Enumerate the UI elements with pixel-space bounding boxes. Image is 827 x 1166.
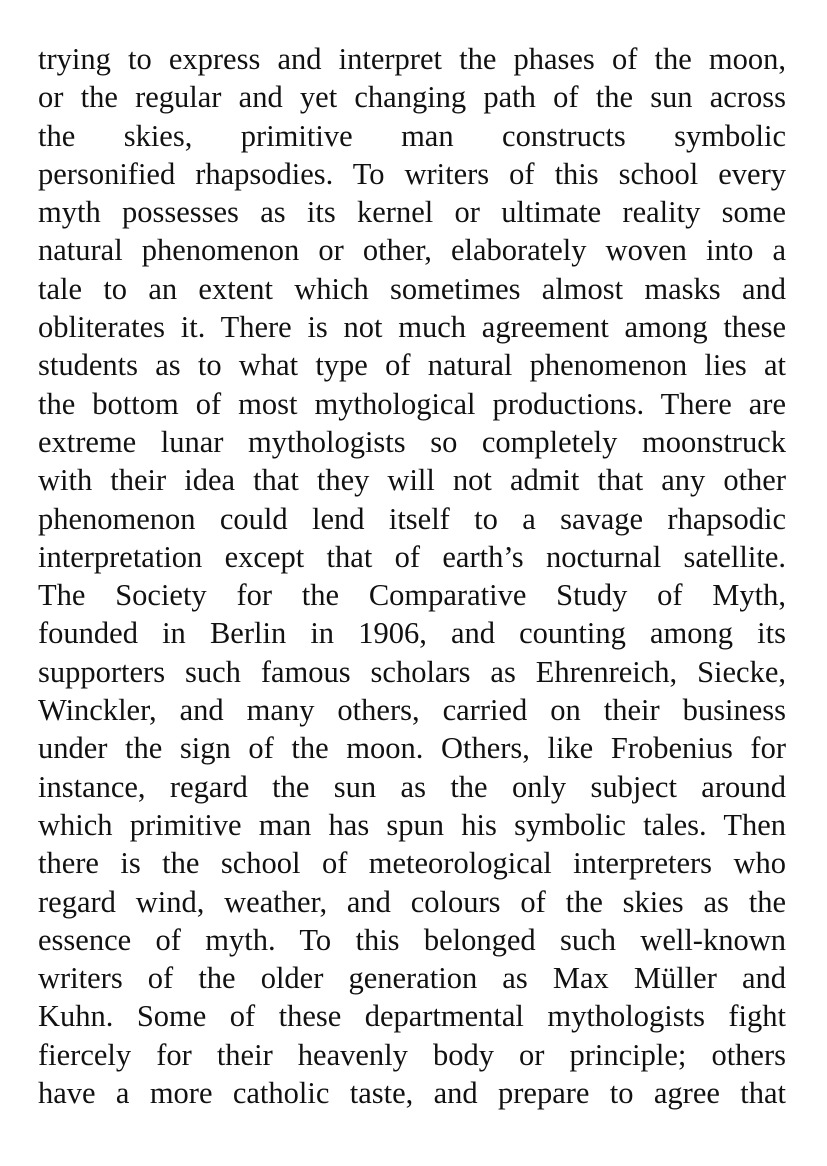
text-line: with their idea that they will not admit that any other [38,463,786,498]
text-line: interpretation except that of earth’s nocturnal satellite. [38,539,786,574]
text-line: regard wind, weather, and colours of the skies as the [38,884,786,919]
text-line: which primitive man has spun his symbolic tales. Then [38,807,786,842]
text-line: or the regular and yet changing path of the sun across [38,80,786,115]
text-line: trying to express and interpret the phases of the moon, [38,42,786,76]
text-line: supporters such famous scholars as Ehrenreich, Siecke, [38,654,786,689]
text-line: phenomenon could lend itself to a savage rhapsodic [38,501,786,536]
text-line: fiercely for their heavenly body or principle; others [38,1037,786,1072]
text-line: have a more catholic taste, and prepare to agree that [38,1076,786,1111]
text-line: tale to an extent which sometimes almost masks and [38,271,786,306]
text-line: under the sign of the moon. Others, like Frobenius for [38,731,786,766]
text-line: Kuhn. Some of these departmental mythologists fight [38,999,786,1034]
text-line: essence of myth. To this belonged such well-known [38,922,786,957]
text-line: the bottom of most mythological productions. There are [38,386,786,421]
text-line: The Society for the Comparative Study of Myth, [38,578,786,613]
text-line: writers of the older generation as Max Müller and [38,961,786,996]
text-line: students as to what type of natural phenomenon lies at [38,348,786,383]
text-line: instance, regard the sun as the only subject around [38,769,786,804]
text-line: there is the school of meteorological interpreters who [38,846,786,881]
text-line: personified rhapsodies. To writers of this school every [38,156,786,191]
text-line: myth possesses as its kernel or ultimate reality some [38,195,786,230]
text-line: obliterates it. There is not much agreement among these [38,310,786,345]
text-line: Winckler, and many others, carried on their business [38,693,786,728]
text-line: extreme lunar mythologists so completely moonstruck [38,424,786,459]
text-line: natural phenomenon or other, elaborately woven into a [38,233,786,268]
text-line: the skies, primitive man constructs symbolic [38,118,786,153]
text-line: founded in Berlin in 1906, and counting among its [38,616,786,651]
document-page [38,40,786,1112]
